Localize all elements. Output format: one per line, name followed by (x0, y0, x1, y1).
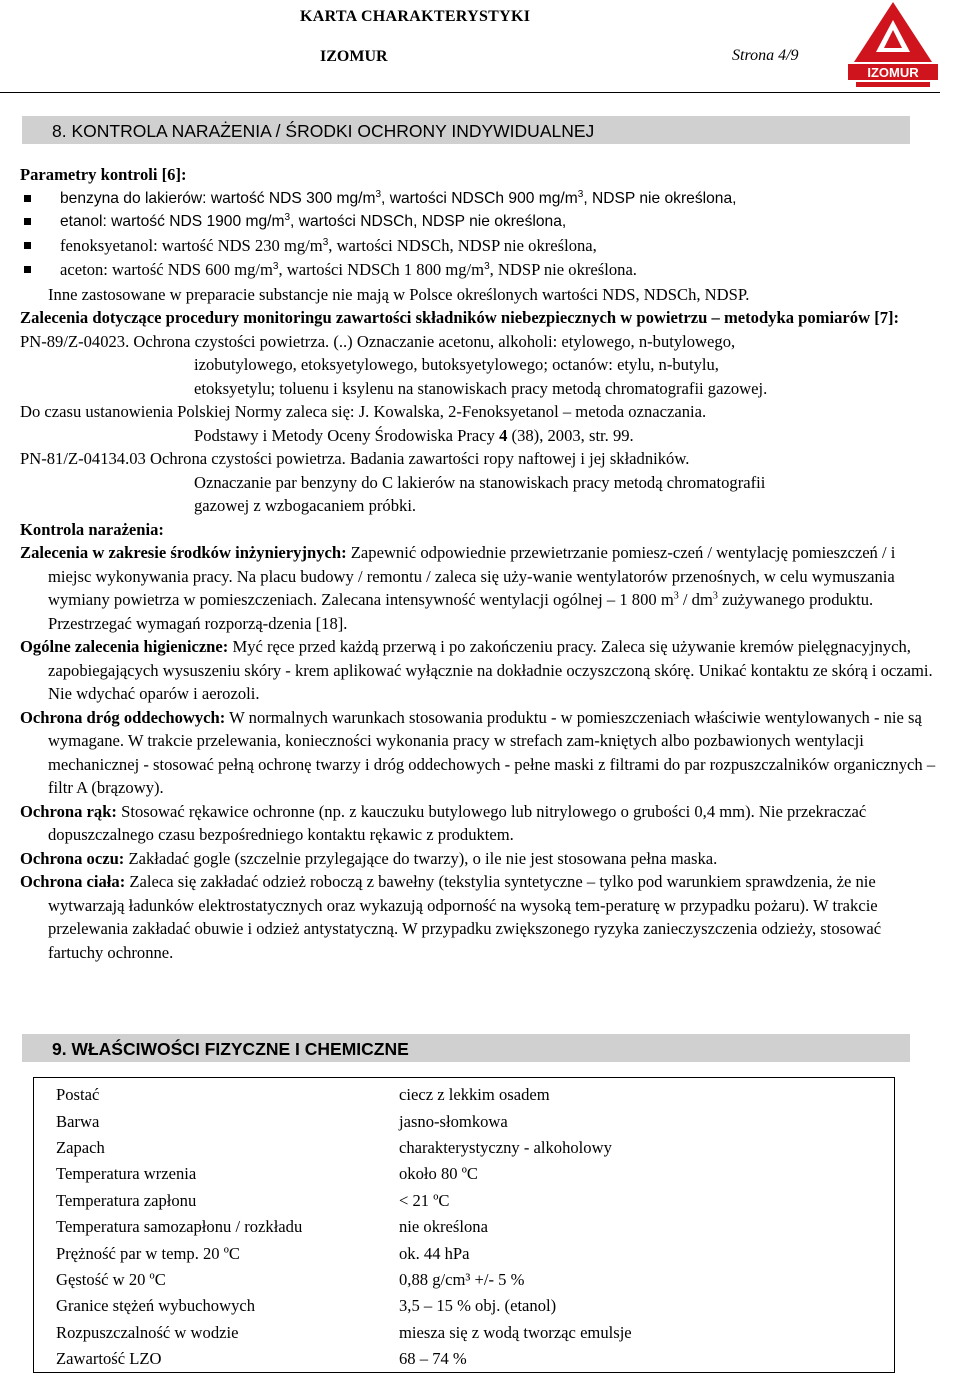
property-name: Temperatura samozapłonu / rozkładu (56, 1217, 303, 1237)
property-name: Barwa (56, 1111, 100, 1131)
hand-protection: Ochrona rąk: Stosować rękawice ochronne (np. z kauczuku butylowego lub nitrylowego o grubości 0,4 mm). Nie przekraczać dopuszczalnego czasu bezpośredniego kontaktu rękawic z produktem. (20, 801, 867, 844)
page-number: Strona 4/9 (732, 47, 799, 64)
property-value: ok. 44 hPa (399, 1243, 470, 1263)
property-row (34, 1135, 895, 1161)
section-8-heading: 8. KONTROLA NARAŻENIA / ŚRODKI OCHRONY INDYWIDUALNEJ (22, 116, 910, 144)
svg-text:IZOMUR: IZOMUR (867, 65, 919, 80)
property-row (34, 1240, 895, 1266)
property-value: około 80 ºC (399, 1164, 478, 1184)
property-name: Zapach (56, 1137, 105, 1157)
hygiene-recommendations: Ogólne zalecenia higieniczne: Myć ręce przed każdą przerwą i po zakończeniu pracy. Zaleca się używanie kremów pielęgnacyjnych, zapobiegających wysuszeniu skóry - krem aplikować wyłącznie na dokładnie oczyszczoną skórę. Unikać kontaktu ze skórą i oczami. Nie wdychać oparów i aerozoli. (20, 637, 933, 703)
property-value: < 21 ºC (399, 1190, 450, 1210)
section-8-body (20, 163, 940, 964)
bullet-benzyna: benzyna do lakierów: wartość NDS 300 $mg/m^3$, wartości NDSCh 900 $mg/m^3$, NDSP nie określona, (20, 187, 940, 211)
property-name: Rozpuszczalność w wodzie (56, 1322, 239, 1342)
property-row (34, 1188, 895, 1214)
pn1-line2: izobutylowego, etoksyetylowego, butoksyetylowego; octanów: etylu, n-butylu, (194, 355, 719, 374)
property-row (34, 1267, 895, 1293)
bullet-aceton: aceton: wartość NDS 600 $mg/m^3$, wartości NDSCh 1 800 $mg/m^3$, NDSP nie określona. (20, 258, 940, 283)
property-name: Temperatura wrzenia (56, 1164, 197, 1184)
izomur-logo (846, 0, 940, 90)
pn2-line1: PN-81/Z-04134.03 Ochrona czystości powietrza. Badania zawartości ropy naftowej i jej składników. (20, 449, 690, 468)
monitoring-heading: Zalecenia dotyczące procedury monitoringu zawartości składników niebezpiecznych w powietrzu – metodyka pomiarów [7]: (20, 308, 900, 327)
property-value: 0,88 g/cm³ +/- 5 % (399, 1269, 525, 1289)
property-value: nie określona (399, 1217, 488, 1237)
property-value: ciecz z lekkim osadem (399, 1085, 550, 1105)
property-value: charakterystyczny - alkoholowy (399, 1137, 612, 1157)
property-name: Prężność par w temp. 20 ºC (56, 1243, 240, 1263)
property-row (34, 1108, 895, 1134)
pn1-line3: etoksyetylu; toluenu i ksylenu na stanowiskach pracy metodą chromatografii gazowej. (194, 378, 768, 398)
property-name: Gęstość w 20 ºC (56, 1269, 166, 1289)
pn2-line3: gazowej z wzbogacaniem próbki. (194, 496, 417, 515)
property-value: 3,5 – 15 % obj. (etanol) (399, 1296, 557, 1316)
property-name: Postać (56, 1085, 100, 1105)
norm-line1: Do czasu ustanowienia Polskiej Normy zaleca się: J. Kowalska, 2-Fenoksyetanol – metoda oznaczania. (20, 402, 707, 421)
params-heading: Parametry kontroli [6]: (20, 165, 187, 184)
company-name: IZOMUR (320, 48, 388, 65)
bullet-fenoksyetanol: fenoksyetanol: wartość NDS 230 $mg/m^3$, wartości NDSCh, NDSP nie określona, (20, 234, 940, 259)
document-title: KARTA CHARAKTERYSTYKI (300, 8, 531, 25)
property-value: 68 – 74 % (399, 1349, 467, 1369)
bullet-etanol: etanol: wartość NDS 1900 $mg/m^3$, wartości NDSCh, NDSP nie określona, (20, 210, 940, 234)
exposure-heading: Kontrola narażenia: (20, 519, 164, 539)
engineering-measures: Zalecenia w zakresie środków inżynieryjnych: Zapewnić odpowiednie przewietrzanie pomiesz-czeń / wentylację pomieszczeń / i miejsc wykonywania pracy. Na placu budowy / remontu / zaleca się uży-wanie wentylatorów przenośnych, w celu wymuszania wymiany powietrza w pomieszczeniach. Zalecana intensywność wentylacji ogólnej – 1 800 $m^3 / dm^3$ zużywanego produktu. Przestrzegać wymagań rozporzą-dzenia [18]. (20, 543, 896, 633)
norm-line2: Podstawy i Metody Oceny Środowiska Pracy 4 (38), 2003, str. 99. (194, 425, 634, 445)
property-row (34, 1346, 895, 1373)
pn1-line1: PN-89/Z-04023. Ochrona czystości powietrza. (..) Oznaczanie acetonu, alkoholi: etylowego, n-butylowego, (20, 331, 736, 351)
property-row (34, 1293, 895, 1319)
property-row (34, 1161, 895, 1187)
respiratory-protection: Ochrona dróg oddechowych: W normalnych warunkach stosowania produktu - w pomieszczeniach właściwie wentylowanych - nie są wymagane. W trakcie przelewania, konieczności wykonania pracy w strefach zam-kniętych albo pozbawionych wentylacji mechanicznej - stosować pełną ochronę twarzy i dróg oddechowych - pełne maski z filtrami do par rozpuszczalników organicznych – filtr A (brązowy). (20, 707, 936, 797)
property-row (34, 1320, 895, 1346)
property-row (34, 1078, 895, 1109)
property-row (34, 1214, 895, 1240)
property-value: miesza się z wodą tworząc emulsje (399, 1322, 632, 1342)
pn2-line2: Oznaczanie par benzyny do C lakierów na stanowiskach pracy metodą chromatografii (194, 472, 766, 492)
body-protection: Ochrona ciała: Zaleca się zakładać odzież roboczą z bawełny (tekstylia syntetyczne – tylko pod warunkiem sprawdzenia, że nie wytwarzają ładunków elektrostatycznych oraz wykazują odporność na wysoką tem-peraturę w przypadku pożaru). W trakcie przelewania zakładać obuwie i odzież antystatyczną. W przypadku zwiększonego ryzyka zanieczyszczenia odzieży, stosować fartuchy ochronne. (20, 872, 882, 962)
property-value: jasno-słomkowa (399, 1111, 508, 1131)
header-divider (0, 92, 940, 93)
section-9-heading: 9. WŁAŚCIWOŚCI FIZYCZNE I CHEMICZNE (22, 1034, 910, 1062)
property-name: Temperatura zapłonu (56, 1190, 197, 1210)
eye-protection: Ochrona oczu: Zakładać gogle (szczelnie przylegające do twarzy), o ile nie jest stosowana pełna maska. (20, 848, 718, 868)
other-substances-note: Inne zastosowane w preparacie substancje nie mają w Polsce określonych wartości NDS, NDSCh, NDSP. (48, 284, 750, 304)
property-name: Zawartość LZO (56, 1349, 162, 1369)
physical-properties-table (33, 1077, 895, 1373)
property-name: Granice stężeń wybuchowych (56, 1296, 256, 1316)
